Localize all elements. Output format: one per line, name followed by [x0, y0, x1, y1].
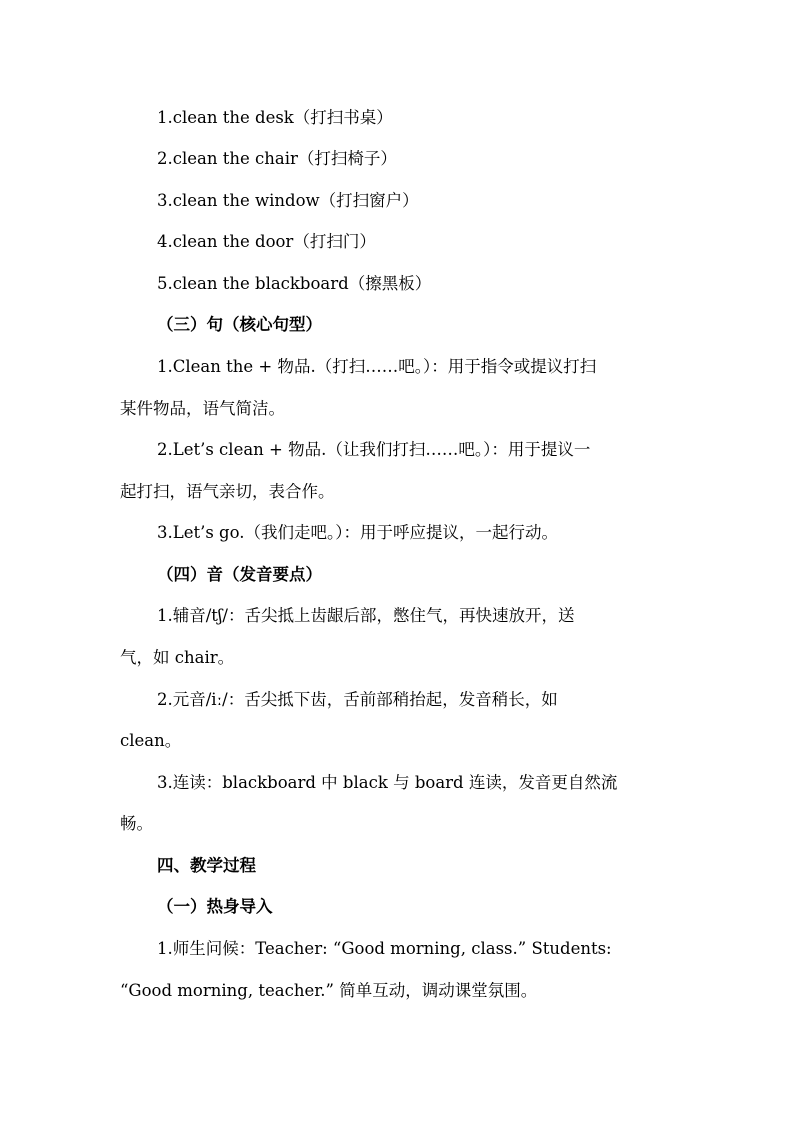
paragraph-line: 气，如 chair。 — [120, 648, 235, 667]
paragraph-line: 某件物品，语气简洁。 — [120, 399, 285, 418]
paragraph-line: 3.连读：blackboard 中 black 与 board 连读，发音更自然流 — [157, 773, 618, 792]
vocab-item: 1.clean the desk（打扫书桌） — [157, 108, 393, 127]
paragraph-line: 1.师生问候：Teacher: “Good morning, class.” Students: — [157, 939, 612, 958]
paragraph-line: 1.Clean the + 物品.（打扫……吧。）：用于指令或提议打扫 — [157, 357, 597, 376]
vocab-item: 3.clean the window（打扫窗户） — [157, 191, 419, 210]
paragraph-line: 3.Let’s go.（我们走吧。）：用于呼应提议，一起行动。 — [157, 523, 559, 542]
paragraph-line: clean。 — [120, 731, 182, 750]
section-heading-process: 四、教学过程 — [157, 856, 256, 875]
paragraph-line: 起打扫，语气亲切，表合作。 — [120, 482, 335, 501]
paragraph-line: “Good morning, teacher.” 简单互动，调动课堂氛围。 — [120, 981, 538, 1000]
paragraph-line: 畅。 — [120, 814, 153, 833]
paragraph-line: 1.辅音/tʃ/：舌尖抵上齿龈后部，憋住气，再快速放开，送 — [157, 606, 575, 625]
paragraph-line: 2.元音/iː/：舌尖抵下齿，舌前部稍抬起，发音稍长，如 — [157, 690, 558, 709]
vocab-item: 5.clean the blackboard（擦黑板） — [157, 274, 432, 293]
vocab-item: 2.clean the chair（打扫椅子） — [157, 149, 397, 168]
vocab-item: 4.clean the door（打扫门） — [157, 232, 376, 251]
section-heading-sentences: （三）句（核心句型） — [157, 315, 322, 334]
sub-heading-warmup: （一）热身导入 — [157, 897, 273, 916]
section-heading-sounds: （四）音（发音要点） — [157, 565, 322, 584]
paragraph-line: 2.Let’s clean + 物品.（让我们打扫……吧。）：用于提议一 — [157, 440, 591, 459]
